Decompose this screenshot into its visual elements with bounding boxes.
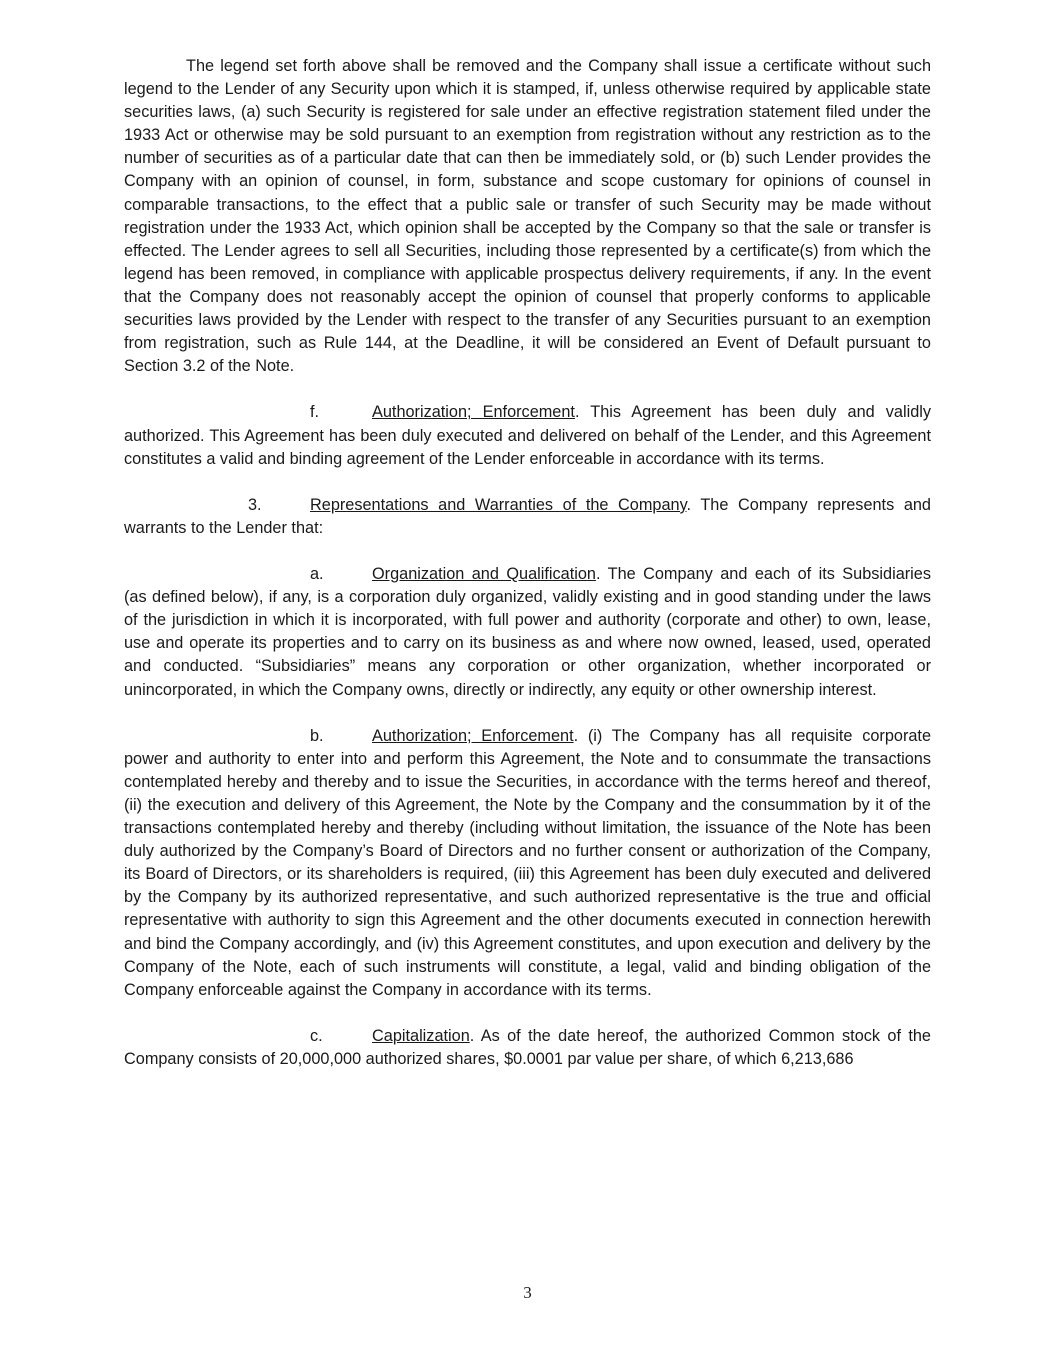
section-3-representations (124, 494, 931, 540)
paragraph-text: The legend set forth above shall be removed and the Company shall issue a certificate without such legend to the Lender of any Security upon which it is stamped, if, unless otherwise required by applicable state securities laws, (a) such Security is registered for sale under an effective registration statement filed under the 1933 Act or otherwise may be sold pursuant to an exemption from registration without any restriction as to the number of securities as of a particular date that can then be immediately sold, or (b) such Lender provides the Company with an opinion of counsel, in form, substance and scope customary for opinions of counsel in comparable transactions, to the effect that a public sale or transfer of such Security may be made without registration under the 1933 Act, which opinion shall be accepted by the Company so that the sale or transfer is effected. The Lender agrees to sell all Securities, including those represented by a certificate(s) from which the legend has been removed, in compliance with applicable prospectus delivery requirements, if any. In the event that the Company does not reasonably accept the opinion of counsel that properly conforms to applicable securities laws provided by the Lender with respect to the transfer of any Securities pursuant to an exemption from registration, such as Rule 144, at the Deadline, it will be considered an Event of Default pursuant to Section 3.2 of the Note. (124, 57, 931, 376)
section-heading: Organization and Qualification (372, 565, 596, 584)
paragraph-text: . The Company and each of its Subsidiaries (as defined below), if any, is a corporation duly organized, validly existing and in good standing under the laws of the jurisdiction in which it is incorporated, with full power and authority (corporate and other) to own, lease, use and operate its properties and to carry on its business as and where now owned, leased, used, operated and conducted. “Subsidiaries” means any corporation or other organization, whether incorporated or unincorporated, in which the Company owns, directly or indirectly, any equity or other ownership interest. (124, 565, 931, 699)
section-marker: 3. (248, 495, 262, 514)
paragraph-text: . (i) The Company has all requisite corporate power and authority to enter into and perform this Agreement, the Note and to consummate the transactions contemplated hereby and thereby and to issue the Securities, in accordance with the terms hereof and thereof, (ii) the execution and delivery of this Agreement, the Note by the Company and the consummation by it of the transactions contemplated hereby and thereby (including without limitation, the issuance of the Note has been duly authorized by the Company’s Board of Directors and no further consent or authorization of the Company, its Board of Directors, or its shareholders is required, (iii) this Agreement has been duly executed and delivered by the Company by its authorized representative, and such authorized representative is the true and official representative with authority to sign this Agreement and the other documents executed in connection herewith and bind the Company accordingly, and (iv) this Agreement constitutes, and upon execution and delivery by the Company of the Note, each of such instruments will constitute, a legal, valid and binding obligation of the Company enforceable against the Company in accordance with its terms. (124, 726, 931, 999)
section-heading: Capitalization (372, 1026, 470, 1045)
paragraph-text: . As of the date hereof, the authorized Common stock of the Company consists of 20,000,000 authorized shares, $0.0001 par value per share, of which 6,213,686 (124, 1026, 931, 1069)
section-c-capitalization (124, 1025, 931, 1071)
section-a-organization (124, 563, 931, 702)
paragraph-text: . The Company represents and warrants to the Lender that: (124, 495, 931, 537)
section-heading: Authorization; Enforcement (372, 726, 574, 745)
section-heading: Representations and Warranties of the Company (310, 495, 687, 514)
page-number: 3 (523, 1283, 532, 1302)
section-marker: c. (310, 1026, 323, 1045)
section-marker: a. (310, 565, 324, 584)
section-heading: Authorization; Enforcement (372, 403, 575, 422)
section-marker: f. (310, 403, 320, 422)
section-f-authorization (124, 401, 931, 470)
document-page (124, 55, 931, 1094)
paragraph-legend-removal (124, 55, 931, 378)
section-b-authorization (124, 725, 931, 1002)
section-marker: b. (310, 726, 324, 745)
paragraph-text: . This Agreement has been duly and validly authorized. This Agreement has been duly executed and delivered on behalf of the Lender, and this Agreement constitutes a valid and binding agreement of the Lender enforceable in accordance with its terms. (124, 403, 932, 468)
